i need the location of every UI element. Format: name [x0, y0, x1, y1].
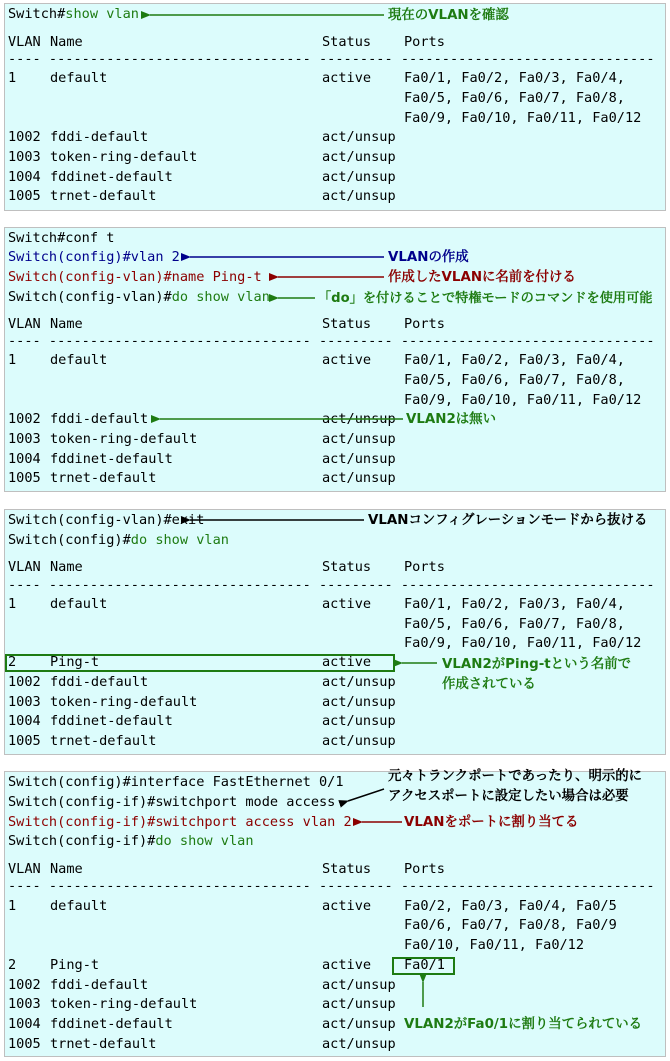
table-header-name: Name: [50, 316, 83, 332]
table-header-ports: Ports: [404, 861, 445, 877]
vlan-id: 1: [8, 352, 17, 368]
command-text: do show vlan: [171, 289, 270, 305]
annotation-assign-port: VLANをポートに割り当てる: [404, 815, 579, 830]
prompt: Switch(config-vlan)#: [8, 289, 172, 305]
annotation-no-vlan2: VLAN2は無い: [406, 412, 496, 427]
vlan-status: active: [322, 654, 372, 670]
vlan-id: 1002: [8, 674, 41, 690]
vlan-status: act/unsup: [322, 411, 396, 427]
arrow-mode-access: [348, 789, 384, 801]
vlan-name: default: [50, 70, 108, 86]
vlan-id: 1003: [8, 431, 41, 447]
command-text: Switch(config-vlan)#name Ping-t: [8, 269, 262, 285]
table-header-vlan: VLAN: [8, 559, 41, 575]
vlan-ports: Fa0/1, Fa0/2, Fa0/3, Fa0/4,: [404, 352, 625, 368]
vlan-id: 1005: [8, 188, 41, 204]
vlan-id: 1003: [8, 149, 41, 165]
table-rule: ---- -------------------------------- --------- -------------------------------: [8, 577, 655, 593]
vlan-id: 1005: [8, 733, 41, 749]
vlan-ports: Fa0/9, Fa0/10, Fa0/11, Fa0/12: [404, 635, 642, 651]
vlan-id: 1004: [8, 1016, 41, 1032]
vlan-status: act/unsup: [322, 169, 396, 185]
vlan-id: 2: [8, 654, 17, 670]
table-header-name: Name: [50, 34, 83, 50]
annotation-do-command: 「do」を付けることで特権モードのコマンドを使用可能: [318, 291, 653, 306]
vlan-status: act/unsup: [322, 1036, 396, 1052]
annotation-vlan2-assigned: VLAN2がFa0/1に割り当てられている: [404, 1017, 643, 1032]
vlan-status: active: [322, 596, 372, 612]
vlan-status: act/unsup: [322, 713, 396, 729]
vlan-ports: Fa0/5, Fa0/6, Fa0/7, Fa0/8,: [404, 90, 625, 106]
table-rule: ---- -------------------------------- --------- -------------------------------: [8, 878, 655, 894]
vlan-id: 1003: [8, 694, 41, 710]
vlan-name: trnet-default: [50, 1036, 157, 1052]
vlan-status: act/unsup: [322, 188, 396, 204]
vlan-name: default: [50, 596, 108, 612]
vlan-name: trnet-default: [50, 733, 157, 749]
vlan-status: act/unsup: [322, 674, 396, 690]
command-line: Switch(config-vlan)#exit: [8, 512, 205, 528]
vlan-status: act/unsup: [322, 470, 396, 486]
table-header-status: Status: [322, 861, 372, 877]
vlan-name: trnet-default: [50, 470, 157, 486]
vlan-ports: Fa0/5, Fa0/6, Fa0/7, Fa0/8,: [404, 616, 625, 632]
vlan-id: 1003: [8, 996, 41, 1012]
vlan-status: active: [322, 70, 372, 86]
vlan-id: 1002: [8, 411, 41, 427]
table-header-name: Name: [50, 559, 83, 575]
vlan-ports: Fa0/9, Fa0/10, Fa0/11, Fa0/12: [404, 392, 642, 408]
vlan-name: fddinet-default: [50, 1016, 173, 1032]
command-text: Switch(config)#vlan 2: [8, 249, 180, 265]
annotation-exit-vlan-mode: VLANコンフィグレーションモードから抜ける: [368, 513, 648, 528]
command-text: Switch(config-if)#switchport access vlan 2: [8, 814, 352, 830]
table-header-status: Status: [322, 559, 372, 575]
vlan-ports: Fa0/9, Fa0/10, Fa0/11, Fa0/12: [404, 110, 642, 126]
annotation-vlan2-created-2: 作成されている: [442, 677, 536, 692]
vlan-name: fddinet-default: [50, 169, 173, 185]
vlan-ports: Fa0/5, Fa0/6, Fa0/7, Fa0/8,: [404, 372, 625, 388]
table-header-status: Status: [322, 316, 372, 332]
vlan-status: act/unsup: [322, 129, 396, 145]
vlan-id: 1004: [8, 169, 41, 185]
vlan-id: 1004: [8, 451, 41, 467]
vlan-name: fddi-default: [50, 129, 149, 145]
vlan-name: trnet-default: [50, 188, 157, 204]
vlan-status: act/unsup: [322, 977, 396, 993]
vlan-status: act/unsup: [322, 733, 396, 749]
vlan-name: fddinet-default: [50, 713, 173, 729]
annotation-trunk-note-1: 元々トランクポートであったり、明示的に: [388, 769, 643, 784]
vlan-status: act/unsup: [322, 996, 396, 1012]
annotation-create-vlan: VLANの作成: [388, 250, 469, 265]
table-header-status: Status: [322, 34, 372, 50]
vlan-status: active: [322, 352, 372, 368]
vlan-status: act/unsup: [322, 694, 396, 710]
vlan-name: fddi-default: [50, 674, 149, 690]
annotation-vlan2-created-1: VLAN2がPing-tという名前で: [442, 657, 631, 672]
vlan-status: act/unsup: [322, 1016, 396, 1032]
vlan-name: token-ring-default: [50, 149, 198, 165]
table-header-vlan: VLAN: [8, 861, 41, 877]
command-line: Switch(config-if)#switchport mode access: [8, 794, 336, 810]
vlan-id: 2: [8, 957, 17, 973]
vlan-id: 1: [8, 70, 17, 86]
command-line: Switch#conf t: [8, 230, 115, 246]
table-header-vlan: VLAN: [8, 34, 41, 50]
table-header-ports: Ports: [404, 34, 445, 50]
vlan-ports: Fa0/1: [404, 957, 445, 973]
annotation-check-vlan: 現在のVLANを確認: [388, 8, 509, 23]
vlan-status: act/unsup: [322, 431, 396, 447]
vlan-id: 1004: [8, 713, 41, 729]
vlan-ports: Fa0/1, Fa0/2, Fa0/3, Fa0/4,: [404, 596, 625, 612]
command-text: do show vlan: [155, 833, 254, 849]
vlan-ports: Fa0/6, Fa0/7, Fa0/8, Fa0/9: [404, 917, 617, 933]
table-header-vlan: VLAN: [8, 316, 41, 332]
vlan-name: Ping-t: [50, 654, 100, 670]
vlan-id: 1002: [8, 129, 41, 145]
vlan-id: 1005: [8, 470, 41, 486]
vlan-status: active: [322, 957, 372, 973]
annotation-trunk-note-2: アクセスポートに設定したい場合は必要: [388, 789, 629, 804]
vlan-id: 1005: [8, 1036, 41, 1052]
vlan-status: act/unsup: [322, 451, 396, 467]
annotation-name-vlan: 作成したVLANに名前を付ける: [388, 270, 576, 285]
vlan-name: fddi-default: [50, 411, 149, 427]
vlan-id: 1: [8, 898, 17, 914]
vlan-name: default: [50, 898, 108, 914]
prompt: Switch#: [8, 6, 66, 22]
vlan-name: fddinet-default: [50, 451, 173, 467]
vlan-name: Ping-t: [50, 957, 100, 973]
vlan-id: 1: [8, 596, 17, 612]
vlan-name: default: [50, 352, 108, 368]
table-header-name: Name: [50, 861, 83, 877]
vlan-status: active: [322, 898, 372, 914]
vlan-name: token-ring-default: [50, 694, 198, 710]
table-rule: ---- -------------------------------- --------- -------------------------------: [8, 51, 655, 67]
vlan-id: 1002: [8, 977, 41, 993]
prompt: Switch(config-if)#: [8, 833, 156, 849]
table-header-ports: Ports: [404, 559, 445, 575]
vlan-name: token-ring-default: [50, 431, 198, 447]
command-text: show vlan: [65, 6, 139, 22]
prompt: Switch(config)#: [8, 532, 131, 548]
vlan-status: act/unsup: [322, 149, 396, 165]
table-header-ports: Ports: [404, 316, 445, 332]
vlan-ports: Fa0/10, Fa0/11, Fa0/12: [404, 937, 585, 953]
vlan-ports: Fa0/1, Fa0/2, Fa0/3, Fa0/4,: [404, 70, 625, 86]
command-line: Switch(config)#interface FastEthernet 0/1: [8, 774, 344, 790]
vlan-name: token-ring-default: [50, 996, 198, 1012]
command-text: do show vlan: [130, 532, 229, 548]
vlan-name: fddi-default: [50, 977, 149, 993]
vlan-ports: Fa0/2, Fa0/3, Fa0/4, Fa0/5: [404, 898, 617, 914]
table-rule: ---- -------------------------------- --------- -------------------------------: [8, 333, 655, 349]
